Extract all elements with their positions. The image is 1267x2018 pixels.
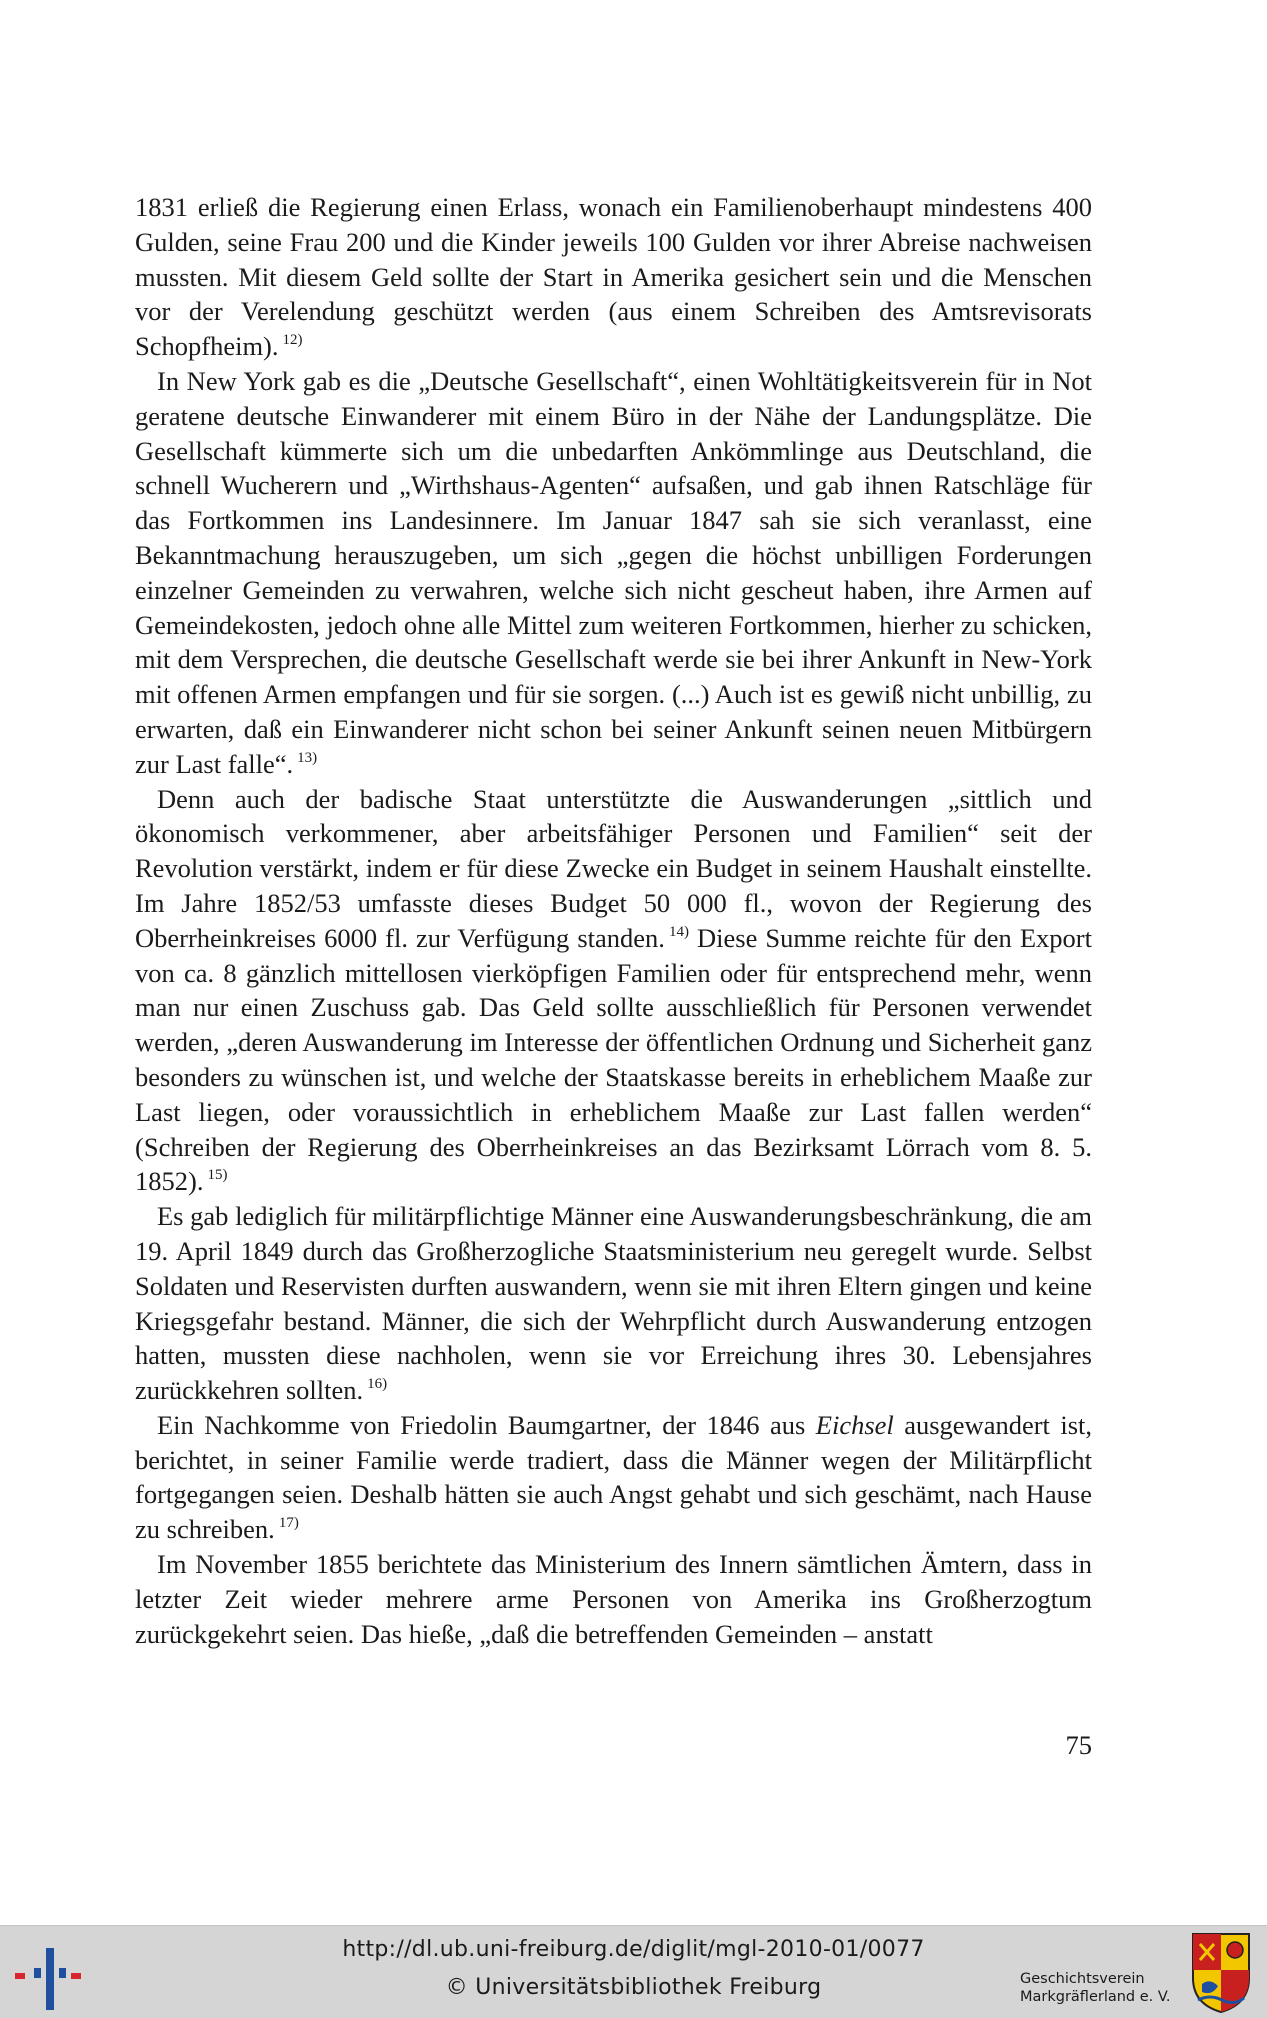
footnote-ref-12: 12) [282,332,303,349]
footnote-ref-16: 16) [367,1376,388,1393]
paragraph-4: Es gab lediglich für militärpflichtige Männer eine Auswanderungsbeschränkung, die am 19. April 1849 durch das Großherzogliche Staatsministerium neu geregelt wurde. Selbst Soldaten und Reservisten durften auswandern, wenn sie mit ihren Eltern gingen und keine Kriegsgefahr bestand. Männer, die sich der Wehrpflicht durch Auswanderung entzogen hatten, mussten diese nachholen, wenn sie vor Erreichung ihres 30. Lebensjahres zurückkehren sollten. $^{16)}$ [135,1201,1092,1406]
footnote-ref-17: 17) [278,1515,299,1532]
paragraph-3: Denn auch der badische Staat unterstützte die Auswanderungen „sittlich und ökonomisch verkommener, aber arbeitsfähiger Personen und Familien“ seit der Revolution verstärkt, indem er für diese Zwecke ein Budget in seinem Haushalt einstellte. Im Jahre 1852/53 umfasste dieses Budget 50 000 fl., wovon der Regierung des Oberrheinkreises 6000 fl. zur Verfügung standen. $^{14)}$ Diese Summe reichte für den Export von ca. 8 gänzlich mittellosen vierköpfigen Familien oder für entsprechend mehr, wenn man nur einen Zuschuss gab. Das Geld sollte ausschließlich für Personen verwendet werden, „deren Auswanderung im Interesse der öffentlichen Ordnung und Sicherheit ganz besonders zu wünschen ist, und welche der Staatskasse bereits in erheblichem Maaße zur Last liegen, oder voraussichtlich in erheblichem Maaße zur Last fallen werden“ (Schreiben der Regierung des Oberrheinkreises an das Bezirksamt Lörrach vom 8. 5. 1852). $^{15)}$ [135,783,1092,1197]
footnote-ref-15: 15) [207,1167,228,1184]
page-body [135,190,1092,1651]
footer-bar [0,1925,1267,2018]
paragraph-1: 1831 erließ die Regierung einen Erlass, wonach ein Familienoberhaupt mindestens 400 Gulden, seine Frau 200 und die Kinder jeweils 100 Gulden vor ihrer Abreise nachweisen mussten. Mit diesem Geld sollte der Start in Amerika gesichert sein und die Menschen vor der Verelendung geschützt werden (aus einem Schreiben des Amtsrevisorats Schopfheim). $^{12)}$ [135,192,1092,362]
society-line-2: Markgräflerland e. V. [1020,1989,1171,2005]
paragraph-2: In New York gab es die „Deutsche Gesellschaft“, einen Wohltätigkeitsverein für in Not geratene deutsche Einwanderer mit einem Büro in der Nähe der Landungsplätze. Die Gesellschaft kümmerte sich um die unbedarften Ankömmlinge aus Deutschland, die schnell Wucherern und „Wirthshaus-Agenten“ aufsaßen, und gab ihnen Ratschläge für das Fortkommen ins Landesinnere. Im Januar 1847 sah sie sich veranlasst, eine Bekanntmachung herauszugeben, um sich „gegen die höchst unbilligen Forderungen einzelner Gemeinden zu verwahren, welche sich nicht gescheut haben, ihre Armen auf Gemeindekosten, jedoch ohne alle Mittel zum weiteren Fortkommen, hierher zu schicken, mit dem Versprechen, die deutsche Gesellschaft werde sie bei ihrer Ankunft in New-York mit offenen Armen empfangen und für sie sorgen. (...) Auch ist es gewiß nicht unbillig, zu erwarten, daß ein Einwanderer nicht schon bei seiner Ankunft seinen neuen Mitbürgern zur Last falle“. $^{13)}$ [135,365,1092,779]
coat-of-arms-icon [1190,1930,1252,2014]
society-line-1: Geschichtsverein [1020,1971,1145,1987]
society-name [1020,1970,1190,2006]
paragraph-5: Ein Nachkomme von Friedolin Baumgartner, der 1846 aus Eichsel ausgewandert ist, berichtet, in seiner Familie werde tradiert, dass die Männer wegen der Militärpflicht fortgegangen seien. Deshalb hätten sie auch Angst gehabt und sich geschämt, nach Hause zu schreiben. $^{17)}$ [135,1409,1093,1545]
footnote-ref-14: 14) [668,923,689,940]
footnote-ref-13: 13) [297,749,318,766]
paragraph-6: Im November 1855 berichtete das Ministerium des Innern sämtlichen Ämtern, dass in letzter Zeit wieder mehrere arme Personen von Amerika ins Großherzogtum zurückgekehrt seien. Das hieße, „daß die betreffenden Gemeinden – anstatt [135,1549,1092,1649]
page-number: 75 [1065,1730,1092,1760]
footer-url-link[interactable]: http://dl.ub.uni-freiburg.de/diglit/mgl-2010-01/0077 [342,1937,925,1962]
place-name-eichsel: Eichsel [815,1409,894,1440]
footer-copyright: © Universitätsbibliothek Freiburg [445,1975,822,2000]
